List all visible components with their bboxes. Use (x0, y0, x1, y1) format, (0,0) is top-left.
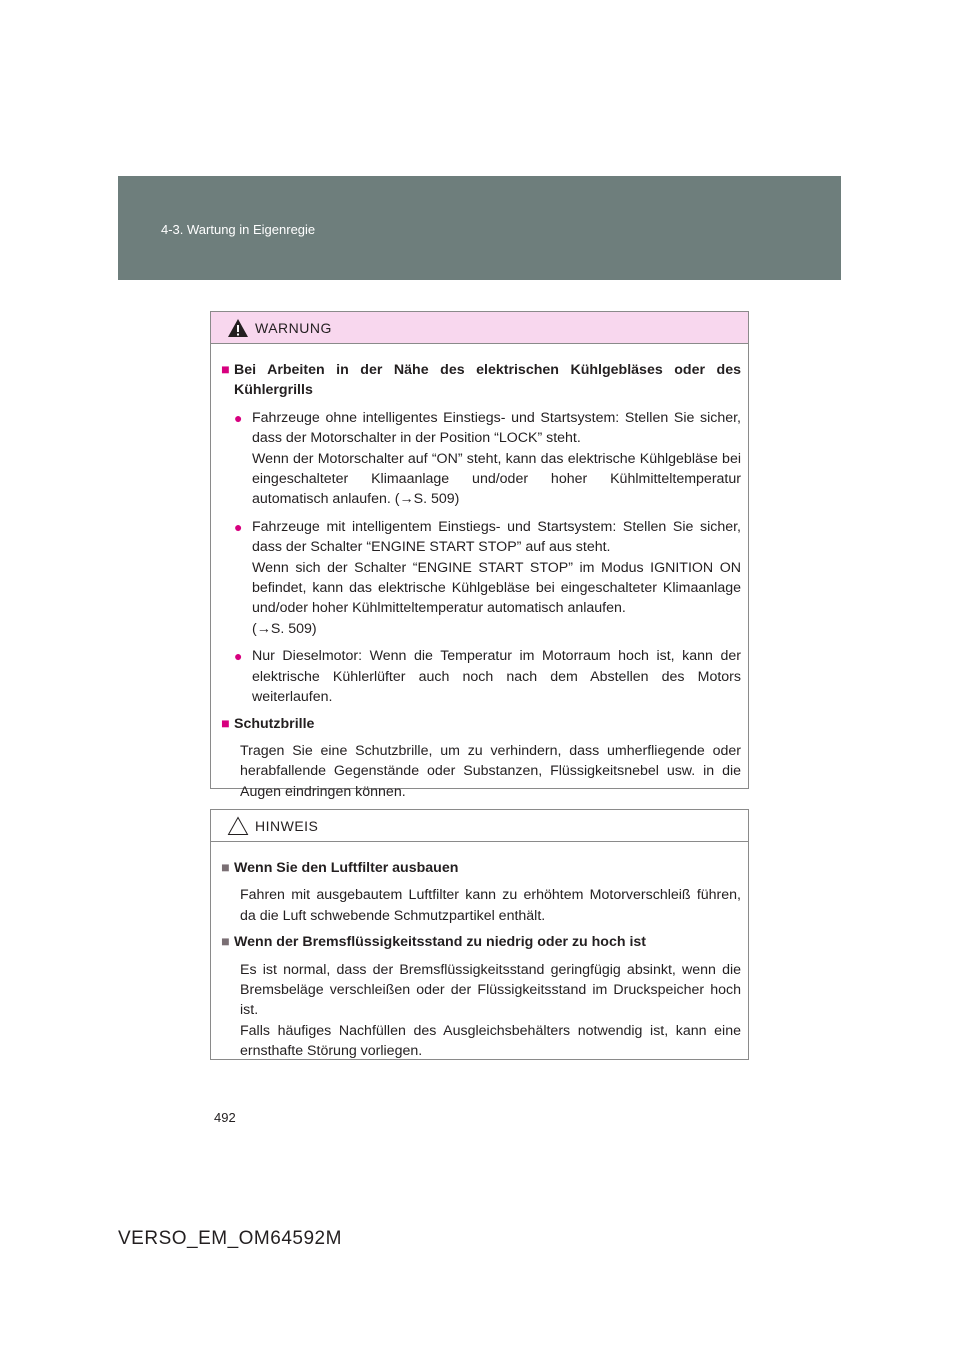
circle-bullet-icon: ● (234, 518, 243, 535)
note-section-title: ■ Wenn der Bremsflüssigkeitsstand zu niedrig oder zu hoch ist (221, 932, 741, 952)
list-item: ● Fahrzeuge ohne intelligentes Einstiegs- und Startsystem: Stellen Sie sicher, dass der Motorschalter in der Position “LOCK” steht. Wenn der Motorschalter auf “ON” steht, kann das elektrische Kühlgebläse bei eingeschalteter Klimaanlage und/oder hoher Kühlmitteltemperatur automatisch anlaufen. (→S. 509) (221, 408, 741, 510)
warning-title: WARNUNG (255, 319, 332, 336)
circle-bullet-icon: ● (234, 409, 243, 426)
square-bullet-icon: ■ (221, 362, 230, 378)
warning-section-title: ■ Bei Arbeiten in der Nähe des elektrischen Kühlgebläses oder des Kühlergrills (221, 360, 741, 401)
document-code: VERSO_EM_OM64592M (118, 1228, 342, 1249)
section-title: 4-3. Wartung in Eigenregie (161, 222, 316, 237)
note-title: HINWEIS (255, 817, 319, 834)
warning-section-title: ■ Schutzbrille (221, 714, 741, 734)
circle-bullet-icon: ● (234, 648, 243, 665)
list-item: ● Fahrzeuge mit intelligentem Einstiegs- und Startsystem: Stellen Sie sicher, dass der Schalter “ENGINE START STOP” auf aus steht. Wenn sich der Schalter “ENGINE START STOP” im Modus IGNITION ON befindet, kann das elektrische Kühlgebläse bei eingeschalteter Klimaanlage und/oder hoher Kühlmitteltemperatur automatisch anlaufen. (→S. 509) (221, 517, 741, 639)
note-box (210, 809, 749, 1060)
warning-box (210, 311, 749, 800)
note-header (211, 810, 748, 842)
note-paragraph: Fahren mit ausgebautem Luftfilter kann zu erhöhtem Motorverschleiß führen, da die Luft schwebende Schmutzpartikel enthält. (240, 887, 741, 924)
list-item: ● Nur Dieselmotor: Wenn die Temperatur im Motorraum hoch ist, kann der elektrische Kühlerlüfter auch noch nach dem Abstellen des Motors weiterlaufen. (221, 646, 741, 707)
warning-triangle-icon (227, 318, 251, 338)
warning-paragraph: Tragen Sie eine Schutzbrille, um zu verhindern, dass umherfliegende oder herabfallende Gegenstände oder Substanzen, Flüssigkeitsnebel usw. in die Augen eindringen können. (240, 742, 741, 800)
square-bullet-icon: ■ (221, 715, 230, 732)
note-paragraph: Es ist normal, dass der Bremsflüssigkeitsstand geringfügig absinkt, wenn die Bremsbeläge verschleißen oder der Flüssigkeitsstand im Druckspeicher hoch ist. Falls häufiges Nachfüllen des Ausgleichsbehälters notwendig ist, kann eine ernsthafte Störung vorliegen. (240, 961, 741, 1060)
square-bullet-icon: ■ (221, 934, 230, 951)
section-header-bar (118, 176, 841, 280)
caution-triangle-icon (227, 816, 251, 836)
note-section-title: ■ Wenn Sie den Luftfilter ausbauen (221, 858, 741, 878)
square-bullet-icon: ■ (221, 860, 230, 876)
page-number: 492 (214, 1110, 236, 1125)
warning-header (211, 312, 748, 344)
